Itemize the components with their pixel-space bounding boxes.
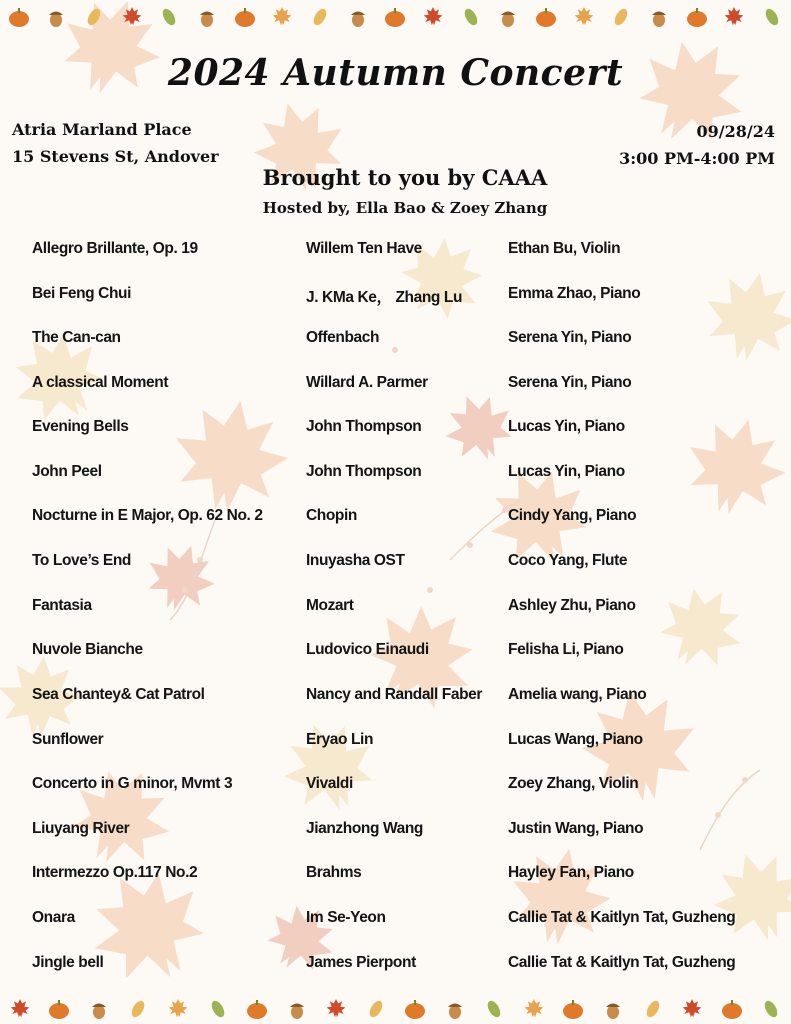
piece-title: Bei Feng Chui xyxy=(32,285,131,302)
composer: Offenbach xyxy=(306,329,380,346)
program-row xyxy=(0,731,791,759)
composer: Eryao Lin xyxy=(306,731,374,748)
program-row xyxy=(0,552,791,580)
composer: Im Se-Yeon xyxy=(306,909,386,926)
oak-leaf-icon xyxy=(760,998,782,1020)
maple-leaf-icon xyxy=(523,998,545,1020)
date-time-block xyxy=(619,118,775,172)
oak-leaf-icon xyxy=(207,998,229,1020)
composer: Brahms xyxy=(306,864,362,881)
pumpkin-icon xyxy=(234,6,256,28)
maple-leaf-icon xyxy=(422,6,444,28)
pumpkin-icon xyxy=(384,6,406,28)
pumpkin-icon xyxy=(8,6,30,28)
piece-title: Intermezzo Op.117 No.2 xyxy=(32,864,198,881)
piece-title: The Can-can xyxy=(32,329,121,346)
acorn-icon xyxy=(347,6,369,28)
oak-leaf-icon xyxy=(642,998,664,1020)
maple-leaf-icon xyxy=(9,998,31,1020)
pumpkin-icon xyxy=(535,6,557,28)
oak-leaf-icon xyxy=(460,6,482,28)
program-row xyxy=(0,597,791,625)
pumpkin-icon xyxy=(562,998,584,1020)
acorn-icon xyxy=(497,6,519,28)
maple-leaf-icon xyxy=(681,998,703,1020)
venue-name: Atria Marland Place xyxy=(12,120,192,139)
performer: Ethan Bu, Violin xyxy=(508,240,621,257)
presented-by: Brought to you by CAAA xyxy=(262,165,548,190)
acorn-icon xyxy=(286,998,308,1020)
performer: Lucas Yin, Piano xyxy=(508,418,625,435)
pumpkin-icon xyxy=(246,998,268,1020)
program-row xyxy=(0,507,791,535)
oak-leaf-icon xyxy=(158,6,180,28)
performer: Lucas Wang, Piano xyxy=(508,731,643,748)
pumpkin-icon xyxy=(404,998,426,1020)
performer: Emma Zhao, Piano xyxy=(508,285,641,302)
composer: Ludovico Einaudi xyxy=(306,641,429,658)
oak-leaf-icon xyxy=(761,6,783,28)
program-row xyxy=(0,820,791,848)
piece-title: John Peel xyxy=(32,463,102,480)
composer: Chopin xyxy=(306,507,357,524)
concert-title: 2024 Autumn Concert xyxy=(167,52,624,94)
piece-title: Allegro Brillante, Op. 19 xyxy=(32,240,198,257)
concert-date: 09/28/24 xyxy=(696,122,775,141)
piece-title: Nocturne in E Major, Op. 62 No. 2 xyxy=(32,507,263,524)
performer: Ashley Zhu, Piano xyxy=(508,597,636,614)
performer: Cindy Yang, Piano xyxy=(508,507,637,524)
program-row xyxy=(0,374,791,402)
venue-block xyxy=(12,116,219,170)
composer: John Thompson xyxy=(306,463,422,480)
oak-leaf-icon xyxy=(610,6,632,28)
piece-title: Sunflower xyxy=(32,731,104,748)
top-autumn-border xyxy=(0,2,791,32)
program-row xyxy=(0,954,791,982)
composer: Nancy and Randall Faber xyxy=(306,686,482,703)
pumpkin-icon xyxy=(721,998,743,1020)
composer: Mozart xyxy=(306,597,354,614)
performer: Felisha Li, Piano xyxy=(508,641,624,658)
acorn-icon xyxy=(45,6,67,28)
performer: Hayley Fan, Piano xyxy=(508,864,634,881)
acorn-icon xyxy=(196,6,218,28)
pumpkin-icon xyxy=(686,6,708,28)
composer: John Thompson xyxy=(306,418,422,435)
performer: Serena Yin, Piano xyxy=(508,329,632,346)
maple-leaf-icon xyxy=(723,6,745,28)
piece-title: Liuyang River xyxy=(32,820,130,837)
program-row xyxy=(0,418,791,446)
maple-leaf-icon xyxy=(271,6,293,28)
program-row xyxy=(0,775,791,803)
maple-leaf-icon xyxy=(121,6,143,28)
composer: James Pierpont xyxy=(306,954,416,971)
composer: Willem Ten Have xyxy=(306,240,422,257)
piece-title: Nuvole Bianche xyxy=(32,641,143,658)
piece-title: Fantasia xyxy=(32,597,92,614)
piece-title: Concerto in G minor, Mvmt 3 xyxy=(32,775,233,792)
acorn-icon xyxy=(602,998,624,1020)
piece-title: A classical Moment xyxy=(32,374,169,391)
program-row xyxy=(0,864,791,892)
oak-leaf-icon xyxy=(83,6,105,28)
piece-title: Onara xyxy=(32,909,75,926)
program-row xyxy=(0,240,791,268)
concert-time: 3:00 PM-4:00 PM xyxy=(619,149,775,168)
performer: Lucas Yin, Piano xyxy=(508,463,625,480)
program-row xyxy=(0,686,791,714)
acorn-icon xyxy=(648,6,670,28)
hosted-by: Hosted by, Ella Bao & Zoey Zhang xyxy=(262,199,548,217)
piece-title: To Love’s End xyxy=(32,552,132,569)
bottom-autumn-border xyxy=(0,994,791,1024)
maple-leaf-icon xyxy=(325,998,347,1020)
program-row xyxy=(0,463,791,491)
program-row xyxy=(0,641,791,669)
oak-leaf-icon xyxy=(309,6,331,28)
composer: Inuyasha OST xyxy=(306,552,405,569)
maple-leaf-icon xyxy=(573,6,595,28)
composer: J. KMa Ke， Zhang Lu xyxy=(306,289,463,306)
composer: Vivaldi xyxy=(306,775,353,792)
composer: Willard A. Parmer xyxy=(306,374,428,391)
performer: Callie Tat & Kaitlyn Tat, Guzheng xyxy=(508,954,736,971)
performer: Callie Tat & Kaitlyn Tat, Guzheng xyxy=(508,909,736,926)
performer: Zoey Zhang, Violin xyxy=(508,775,639,792)
piece-title: Evening Bells xyxy=(32,418,129,435)
maple-leaf-icon xyxy=(167,998,189,1020)
acorn-icon xyxy=(444,998,466,1020)
performer: Amelia wang, Piano xyxy=(508,686,647,703)
piece-title: Sea Chantey& Cat Patrol xyxy=(32,686,205,703)
performer: Coco Yang, Flute xyxy=(508,552,628,569)
program-row xyxy=(0,285,791,313)
oak-leaf-icon xyxy=(127,998,149,1020)
composer: Jianzhong Wang xyxy=(306,820,423,837)
program-row xyxy=(0,329,791,357)
performer: Serena Yin, Piano xyxy=(508,374,632,391)
program-row xyxy=(0,909,791,937)
performer: Justin Wang, Piano xyxy=(508,820,644,837)
piece-title: Jingle bell xyxy=(32,954,104,971)
oak-leaf-icon xyxy=(365,998,387,1020)
oak-leaf-icon xyxy=(483,998,505,1020)
venue-address: 15 Stevens St, Andover xyxy=(12,147,219,166)
pumpkin-icon xyxy=(48,998,70,1020)
acorn-icon xyxy=(88,998,110,1020)
